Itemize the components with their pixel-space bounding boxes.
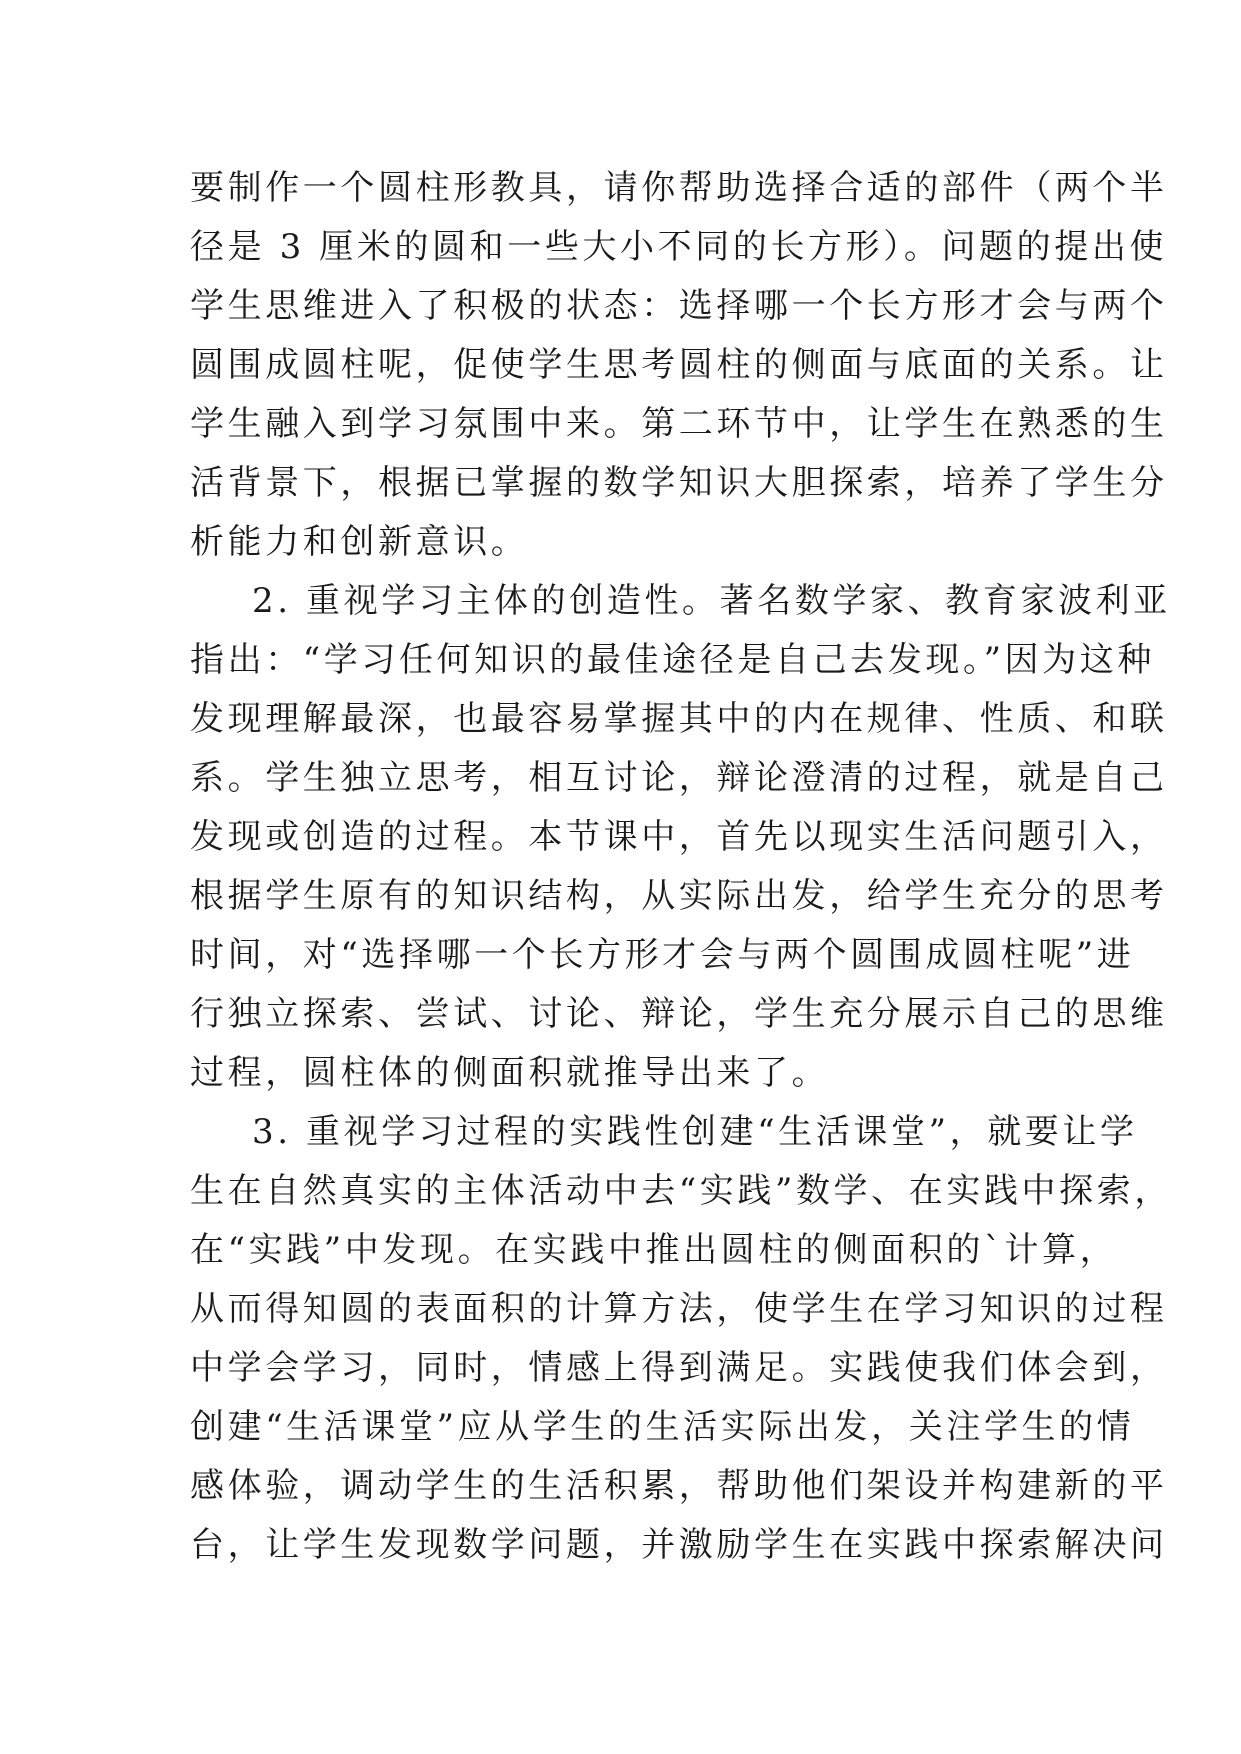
paragraph-heading-2: 2. 重视学习主体的创造性。著名数学家、教育家波利亚	[252, 581, 1171, 621]
text-line: 行独立探索、尝试、讨论、辩论，学生充分展示自己的思维	[190, 994, 1168, 1034]
text-line: 根据学生原有的知识结构，从实际出发，给学生充分的思考	[190, 876, 1168, 916]
text-line: 圆围成圆柱呢，促使学生思考圆柱的侧面与底面的关系。让	[190, 345, 1168, 385]
text-line: 发现或创造的过程。本节课中，首先以现实生活问题引入，	[190, 817, 1168, 857]
text-line: 学生思维进入了积极的状态：选择哪一个长方形才会与两个	[190, 286, 1168, 326]
paragraph-heading-3: 3. 重视学习过程的实践性创建“生活课堂”，就要让学	[252, 1112, 1138, 1152]
text-line: 在“实践”中发现。在实践中推出圆柱的侧面积的`计算，	[190, 1230, 1118, 1270]
text-line: 指出：“学习任何知识的最佳途径是自己去发现。”因为这种	[190, 640, 1155, 680]
text-line: 径是 3 厘米的圆和一些大小不同的长方形）。问题的提出使	[190, 227, 1168, 267]
text-line: 活背景下，根据已掌握的数学知识大胆探索，培养了学生分	[190, 463, 1168, 503]
text-line: 台，让学生发现数学问题，并激励学生在实践中探索解决问	[190, 1525, 1168, 1565]
text-line: 析能力和创新意识。	[190, 522, 529, 562]
text-line: 系。学生独立思考，相互讨论，辩论澄清的过程，就是自己	[190, 758, 1168, 798]
body-text	[190, 159, 1172, 1575]
text-line: 要制作一个圆柱形教具，请你帮助选择合适的部件（两个半	[190, 168, 1168, 208]
text-line: 创建“生活课堂”应从学生的生活实际出发，关注学生的情	[190, 1407, 1135, 1447]
text-line: 从而得知圆的表面积的计算方法，使学生在学习知识的过程	[190, 1289, 1168, 1329]
text-line: 过程，圆柱体的侧面积就推导出来了。	[190, 1053, 830, 1093]
text-line: 时间，对“选择哪一个长方形才会与两个圆围成圆柱呢”进	[190, 935, 1135, 975]
text-line: 发现理解最深，也最容易掌握其中的内在规律、性质、和联	[190, 699, 1168, 739]
text-line: 生在自然真实的主体活动中去“实践”数学、在实践中探索，	[190, 1171, 1172, 1211]
text-line: 感体验，调动学生的生活积累，帮助他们架设并构建新的平	[190, 1466, 1168, 1506]
text-line: 中学会学习，同时，情感上得到满足。实践使我们体会到，	[190, 1348, 1168, 1388]
text-line: 学生融入到学习氛围中来。第二环节中，让学生在熟悉的生	[190, 404, 1168, 444]
